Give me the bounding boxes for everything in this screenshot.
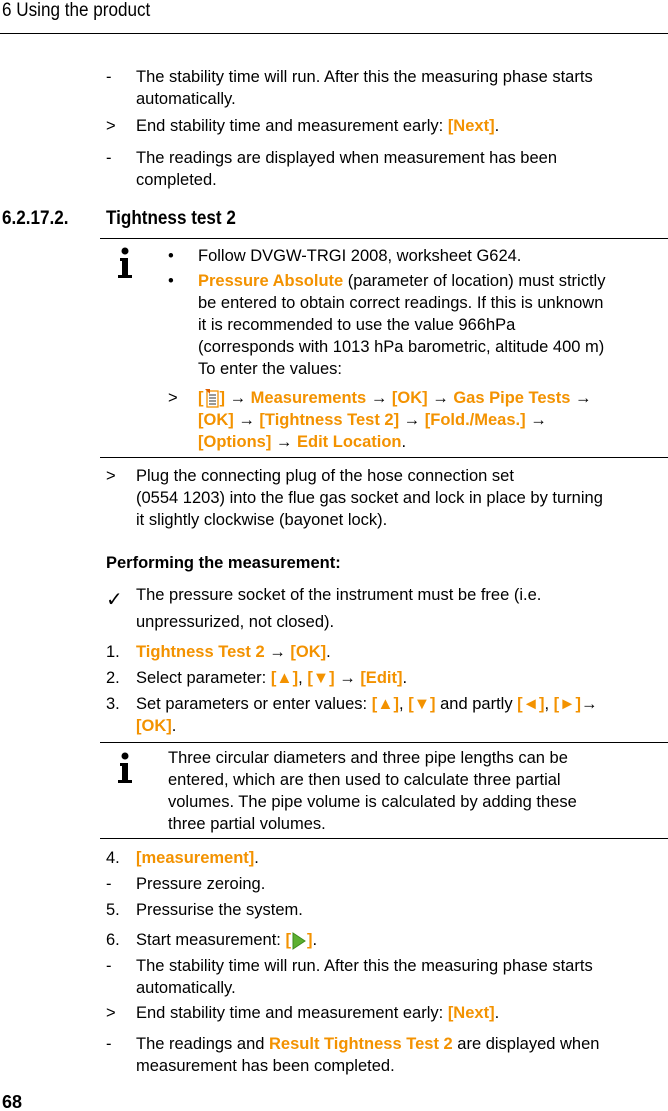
ui-reference: [▲] xyxy=(270,669,299,687)
list-marker: - xyxy=(106,149,112,167)
ui-reference: [ xyxy=(198,389,204,407)
ui-reference: [OK] xyxy=(198,411,234,429)
block-text xyxy=(136,147,557,191)
text-span: Three circular diameters and three pipe lengths can be entered, which are then used to calculate three partial volumes. The pipe volume is calculated by adding these three partial volumes. xyxy=(168,749,577,833)
text-span: Start measurement: xyxy=(136,931,286,949)
block-text xyxy=(136,586,542,631)
ui-reference: [Options] xyxy=(198,433,272,451)
block-text xyxy=(136,955,593,999)
list-marker: 6. xyxy=(106,931,120,949)
text-span: . xyxy=(171,717,177,735)
block-text xyxy=(136,115,499,137)
text-span: → xyxy=(399,411,425,429)
block-text xyxy=(136,66,593,110)
list-marker: 4. xyxy=(106,849,120,867)
text-span: . xyxy=(494,117,500,135)
text-span: , xyxy=(298,669,308,687)
text-span: → xyxy=(581,695,598,713)
text-span: Follow DVGW-TRGI 2008, worksheet G624. xyxy=(198,247,522,265)
list-marker: • xyxy=(168,272,174,290)
ui-reference: Edit Location xyxy=(297,433,402,451)
ui-reference: ] xyxy=(306,931,313,949)
block-text xyxy=(136,1002,499,1024)
ui-reference: [measurement] xyxy=(136,849,255,867)
section-number: 6.2.17.2. xyxy=(2,208,69,229)
text-span: . xyxy=(312,931,318,949)
chapter-header: 6 Using the product xyxy=(2,0,151,21)
text-span: are displayed when measurement has been completed. xyxy=(136,1035,600,1075)
text-span: . xyxy=(326,643,331,661)
text-span: → xyxy=(271,433,297,451)
list-marker: - xyxy=(106,957,112,975)
block-text xyxy=(136,1033,599,1077)
block-text xyxy=(136,873,265,895)
text-span: Pressurise the system. xyxy=(136,901,303,919)
text-span: The pressure socket of the instrument must be free (i.e. unpressurized, not closed). xyxy=(136,586,542,631)
block-text xyxy=(198,387,592,453)
text-span: End stability time and measurement early: xyxy=(136,1004,448,1022)
ui-reference: Gas Pipe Tests xyxy=(453,389,571,407)
text-span: The readings are displayed when measurement has been completed. xyxy=(136,149,558,189)
text-span: Plug the connecting plug of the hose connection set (0554 1203) into the flue gas socket and lock in place by turning it slightly clockwise (bayonet lock). xyxy=(136,467,603,529)
list-marker: - xyxy=(106,1035,112,1053)
text-span: → xyxy=(530,411,547,429)
text-span: → xyxy=(575,389,592,407)
text-span: The stability time will run. After this the measuring phase starts automatically. xyxy=(136,68,593,108)
ui-reference: [OK] xyxy=(391,389,428,407)
list-marker: > xyxy=(106,1004,116,1022)
list-marker: 2. xyxy=(106,669,120,687)
ui-reference: [Edit] xyxy=(360,669,403,687)
list-marker: > xyxy=(168,389,178,407)
block-text xyxy=(136,465,603,531)
text-span: . xyxy=(402,669,408,687)
text-span: Pressure zeroing. xyxy=(136,875,266,893)
play-icon xyxy=(291,931,307,949)
ui-reference: [Next] xyxy=(447,1004,495,1022)
ui-reference: [Tightness Test 2] xyxy=(259,411,400,429)
text-span: (parameter of location) must strictly be entered to obtain correct readings. If this is unknown it is recommended to use the value 966hPa (corresponds with 1013 hPa barometric, altitude 400 m) To enter the values: xyxy=(198,272,606,378)
list-marker: 1. xyxy=(106,643,120,661)
list-marker: > xyxy=(106,467,116,485)
ui-reference: [▼] xyxy=(408,695,436,713)
ui-reference: [OK] xyxy=(136,717,172,735)
list-marker: > xyxy=(106,117,116,135)
divider xyxy=(100,742,668,743)
text-span: . xyxy=(254,849,259,867)
ui-reference: [▼] xyxy=(307,669,335,687)
list-marker: • xyxy=(168,247,174,265)
text-span: → xyxy=(366,389,392,407)
text-span: . xyxy=(401,433,407,451)
text-span: The stability time will run. After this the measuring phase starts automatically. xyxy=(136,957,593,997)
text-span: End stability time and measurement early: xyxy=(136,117,448,135)
text-span: → xyxy=(427,389,454,407)
block-text xyxy=(198,270,605,380)
menu-icon xyxy=(204,389,220,407)
text-span: Set parameters or enter values: xyxy=(136,695,372,713)
list-marker: ✓ xyxy=(106,589,123,611)
text-span: and partly xyxy=(435,695,518,713)
block-text xyxy=(136,693,598,737)
text-span: , xyxy=(399,695,409,713)
list-marker: - xyxy=(106,68,112,86)
ui-reference: Result Tightness Test 2 xyxy=(269,1035,453,1053)
ui-reference: [Next] xyxy=(447,117,495,135)
divider xyxy=(100,838,668,839)
list-marker: 5. xyxy=(106,901,120,919)
ui-reference: [OK] xyxy=(290,643,327,661)
block-text xyxy=(136,641,331,663)
text-span: Select parameter: xyxy=(136,669,271,687)
list-marker: - xyxy=(106,875,112,893)
block-text xyxy=(136,929,317,951)
block-text xyxy=(168,747,577,835)
divider xyxy=(100,238,668,239)
section-title: Tightness test 2 xyxy=(106,208,236,229)
block-text xyxy=(136,667,407,689)
ui-reference: ] xyxy=(219,389,225,407)
info-icon xyxy=(114,246,136,282)
page-number: 68 xyxy=(2,1092,23,1111)
ui-reference: Tightness Test 2 xyxy=(136,643,265,661)
text-span: , xyxy=(544,695,554,713)
info-icon xyxy=(114,751,136,787)
text-span: The readings and xyxy=(136,1035,270,1053)
ui-reference: [ xyxy=(285,931,291,949)
block-text xyxy=(136,847,259,869)
ui-reference: [▲] xyxy=(371,695,400,713)
text-span: . xyxy=(494,1004,500,1022)
header-rule xyxy=(0,33,668,34)
text-span: → xyxy=(264,643,291,661)
ui-reference: [◄] xyxy=(517,695,545,713)
ui-reference: Measurements xyxy=(250,389,367,407)
block-text xyxy=(106,552,341,574)
ui-reference: [►] xyxy=(553,695,581,713)
text-span: → xyxy=(334,669,361,687)
ui-reference: Pressure Absolute xyxy=(198,272,344,290)
block-text xyxy=(198,245,521,267)
text-span: → xyxy=(233,411,260,429)
block-text xyxy=(136,899,303,921)
text-span: Performing the measurement: xyxy=(106,554,341,572)
list-marker: 3. xyxy=(106,695,120,713)
divider xyxy=(100,457,668,458)
ui-reference: [Fold./Meas.] xyxy=(424,411,526,429)
text-span: → xyxy=(225,389,251,407)
